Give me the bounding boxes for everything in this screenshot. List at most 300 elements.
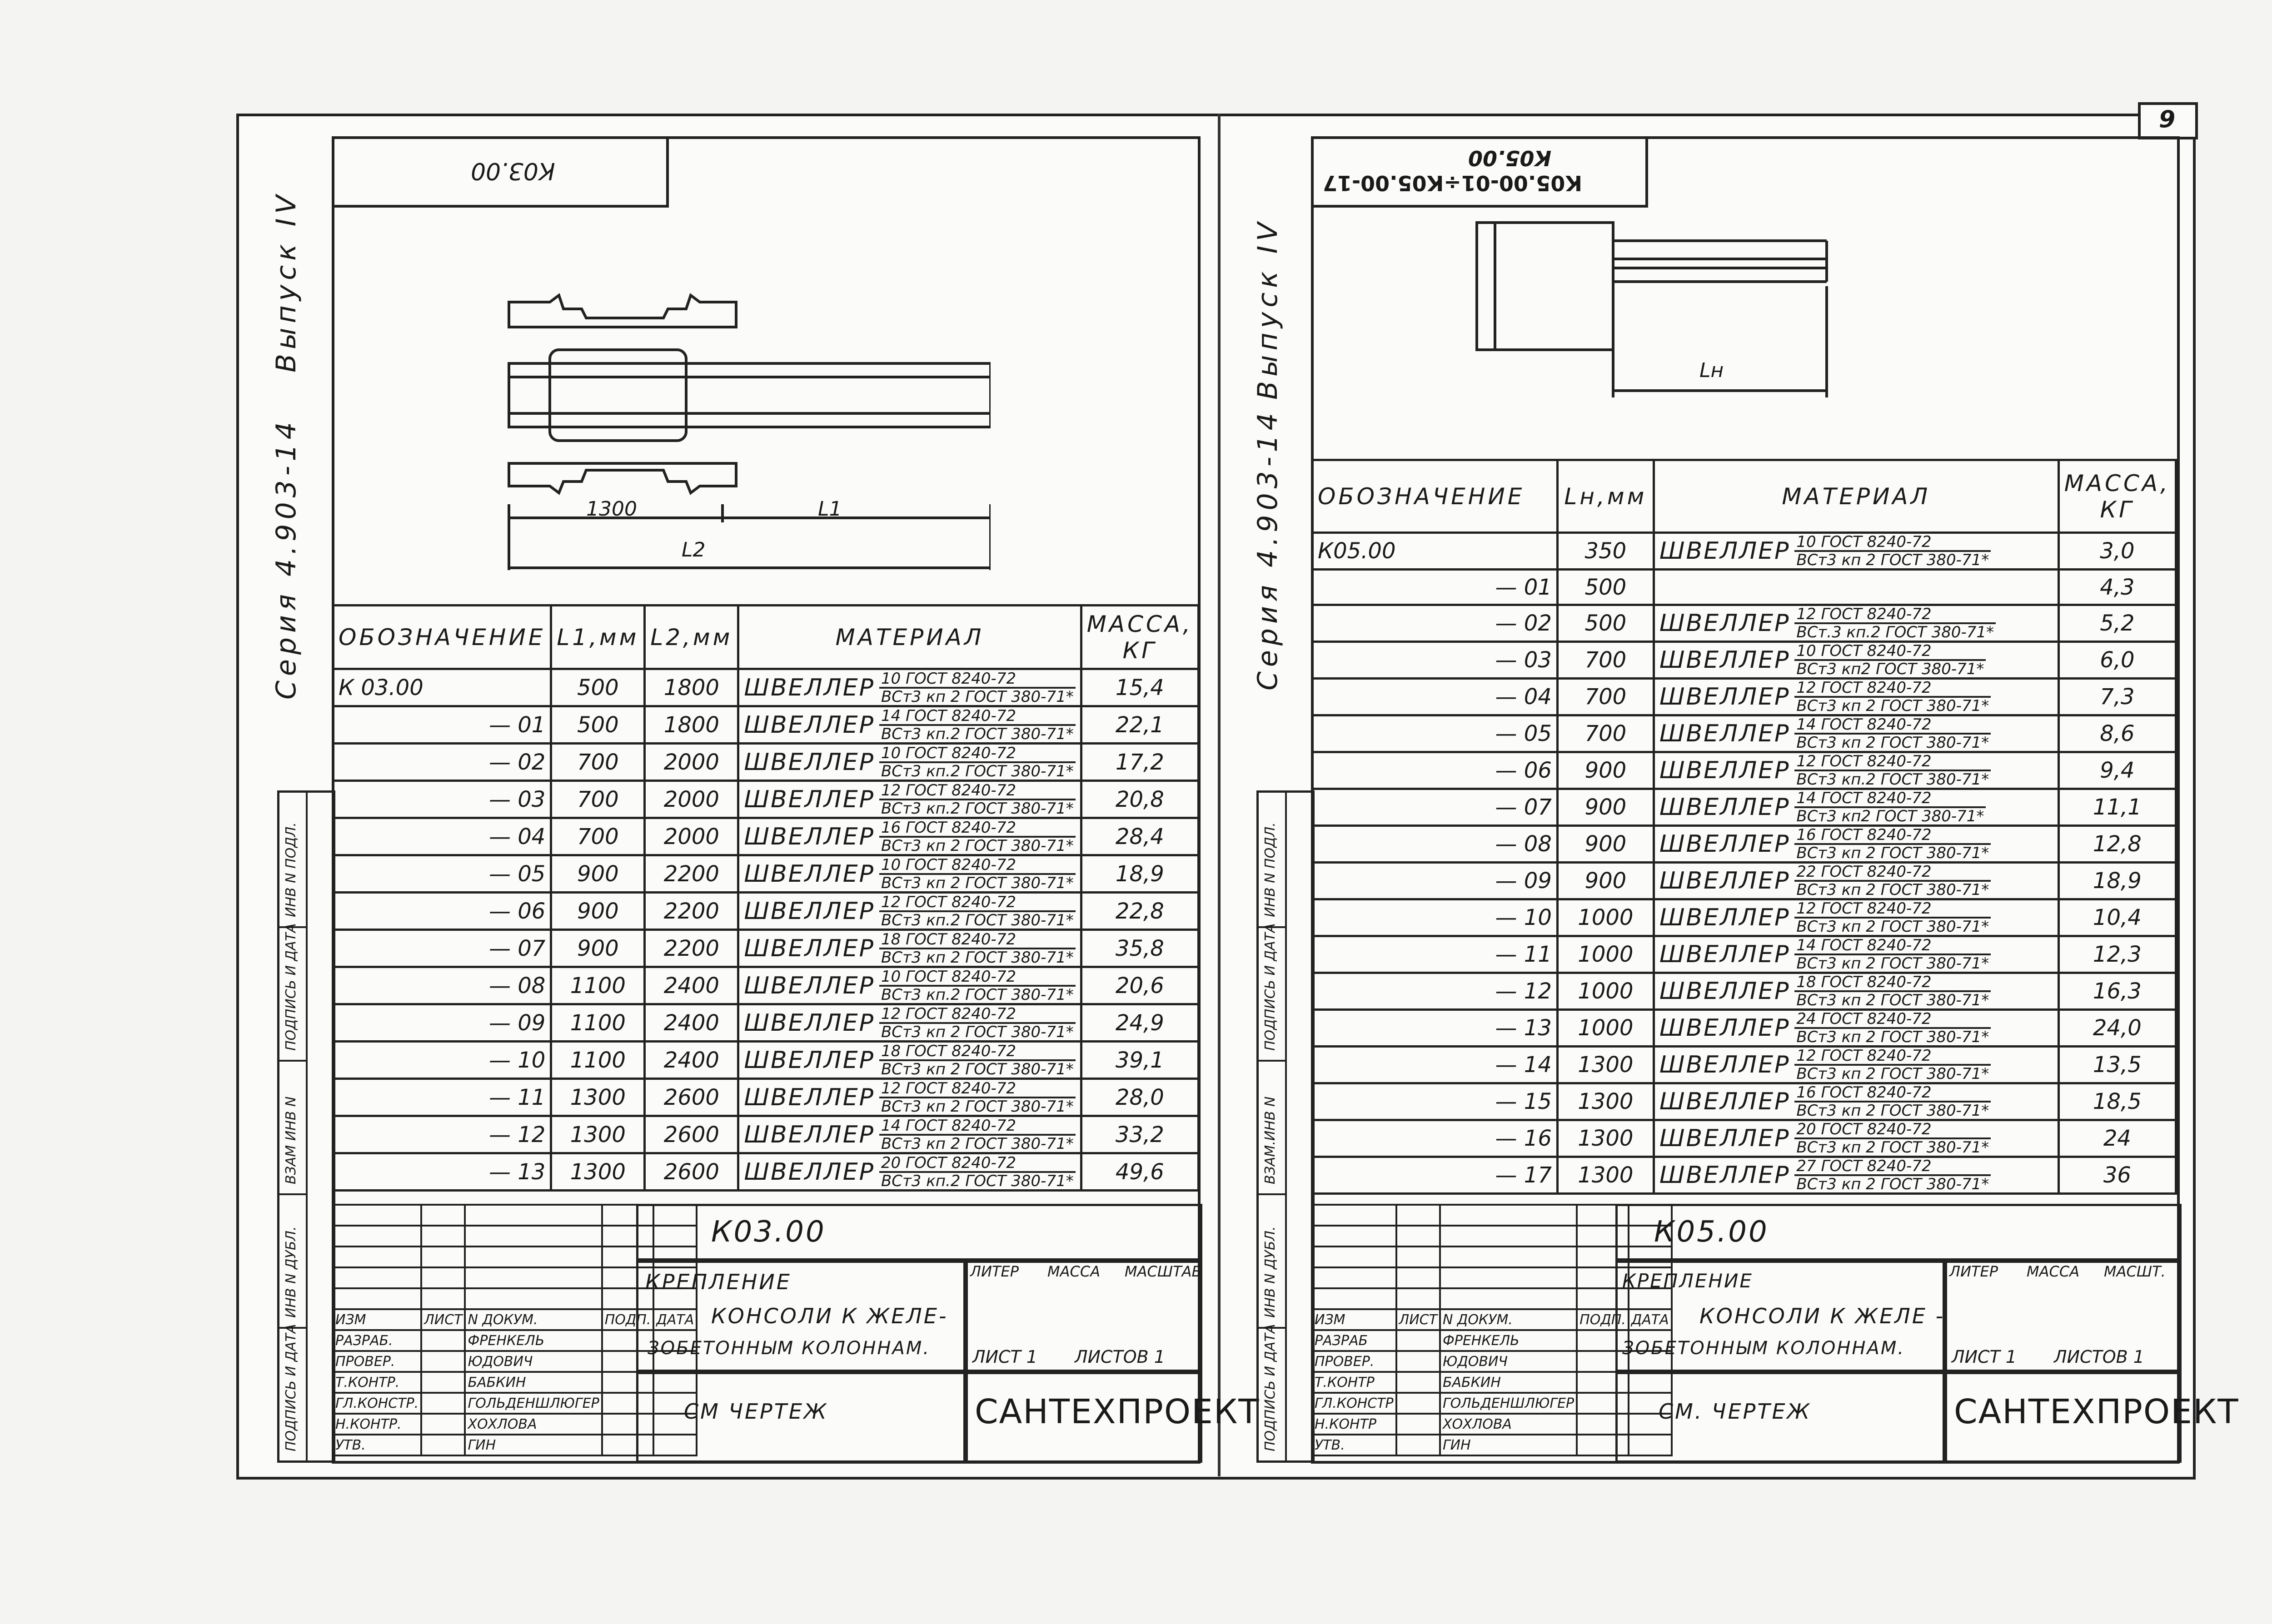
name-cell: БАБКИН (1440, 1372, 1577, 1393)
l2-cell: 2000 (645, 781, 738, 818)
material-spec (1794, 643, 1986, 677)
material-profile: 10 ГОСТ 8240-72 (1794, 534, 1991, 552)
right-org-cell (1943, 1370, 2239, 1463)
left-dim-1300: 1300 (586, 497, 637, 521)
right-issue-label: Выпуск IV (1252, 218, 1284, 400)
material-name: ШВЕЛЛЕР (1659, 537, 1790, 565)
designation-cell: — 03 (333, 781, 551, 818)
material-steel: ВСт3 кп 2 ГОСТ 380-71* (1796, 954, 1989, 973)
material-profile: 14 ГОСТ 8240-72 (879, 1117, 1076, 1136)
material-spec (879, 968, 1076, 1003)
right-sheet-label: ЛИСТ 1 (1952, 1347, 2017, 1367)
right-doc-code-cell (1615, 1204, 2182, 1263)
l1-cell: 500 (551, 706, 645, 744)
material-cell (1654, 533, 2058, 570)
role-cell: ПРОВЕР. (1312, 1351, 1396, 1372)
material-steel: ВСт3 кп.2 ГОСТ 380-71* (881, 985, 1074, 1004)
material-spec (1794, 716, 1991, 751)
material-name: ШВЕЛЛЕР (744, 1083, 875, 1111)
material-name: ШВЕЛЛЕР (1659, 1125, 1790, 1152)
name-cell: ГОЛЬДЕНШЛЮГЕР (465, 1393, 602, 1414)
left-header-mass: МАССА, КГ (1081, 606, 1198, 669)
table-row (333, 1116, 1199, 1153)
left-massa-label: МАССА (1047, 1263, 1101, 1280)
material-profile: 20 ГОСТ 8240-72 (879, 1155, 1076, 1173)
lh-cell: 1000 (1557, 1010, 1654, 1047)
material-name: ШВЕЛЛЕР (1659, 978, 1790, 1005)
mass-cell: 6,0 (2058, 642, 2176, 679)
material-name: ШВЕЛЛЕР (744, 785, 875, 813)
empty-cell (1396, 1372, 1440, 1393)
right-header-material: МАТЕРИАЛ (1654, 460, 2058, 533)
left-channel-drawing (491, 291, 991, 572)
material-steel: ВСт3 кп 2 ГОСТ 380-71* (1796, 734, 1989, 752)
material-steel: ВСт3 кп 2 ГОСТ 380-71* (881, 836, 1074, 855)
right-series-label: Серия 4.903-14 (1252, 408, 1284, 690)
lh-cell: 1300 (1557, 1047, 1654, 1083)
mass-cell: 5,2 (2058, 605, 2176, 642)
table-row (1312, 1157, 2176, 1194)
material-profile: 12 ГОСТ 8240-72 (879, 894, 1076, 912)
material-profile: 24 ГОСТ 8240-72 (1794, 1011, 1991, 1029)
material-spec (879, 819, 1076, 854)
table-row (1312, 533, 2176, 570)
left-series-label: Серия 4.903-14 (270, 417, 302, 700)
left-see-drawing: СМ ЧЕРТЕЖ (684, 1399, 828, 1424)
table-row (333, 855, 1199, 893)
mass-cell: 28,4 (1081, 818, 1198, 855)
left-title-line3: ЗОБЕТОННЫМ КОЛОННАМ. (648, 1338, 931, 1359)
designation-cell: — 04 (1312, 679, 1558, 715)
material-name: ШВЕЛЛЕР (744, 674, 875, 701)
material-cell (1654, 863, 2058, 899)
material-steel: ВСт3 кп 2 ГОСТ 380-71* (1796, 551, 1989, 569)
revision-col-header: ПОДП. (602, 1309, 654, 1330)
left-doc-code-cell (636, 1204, 1202, 1263)
table-row (333, 706, 1199, 744)
role-cell: ПРОВЕР. (333, 1351, 421, 1372)
lh-cell: 1300 (1557, 1120, 1654, 1157)
material-steel: ВСт3 кп 2 ГОСТ 380-71* (881, 874, 1074, 892)
table-row (1312, 1047, 2176, 1083)
right-title-line2: КОНСОЛИ К ЖЕЛЕ - (1699, 1304, 1945, 1328)
right-liter-cell (1943, 1258, 2182, 1374)
left-title-line2: КОНСОЛИ К ЖЕЛЕ- (711, 1304, 948, 1328)
name-cell: ЮДОВИЧ (1440, 1351, 1577, 1372)
table-row (333, 967, 1199, 1004)
table-row (333, 1042, 1199, 1079)
name-cell: ХОХЛОВА (1440, 1414, 1577, 1435)
material-name: ШВЕЛЛЕР (744, 972, 875, 999)
role-cell: Н.КОНТР. (333, 1414, 421, 1435)
material-spec (1794, 1048, 1991, 1082)
role-cell: ГЛ.КОНСТР (1312, 1393, 1396, 1414)
designation-cell: — 16 (1312, 1120, 1558, 1157)
material-name: ШВЕЛЛЕР (1659, 941, 1790, 968)
mass-cell: 3,0 (2058, 533, 2176, 570)
material-profile: 12 ГОСТ 8240-72 (1794, 753, 1991, 771)
name-cell: ГИН (465, 1435, 602, 1455)
mass-cell: 20,6 (1081, 967, 1198, 1004)
l2-cell: 2600 (645, 1079, 738, 1116)
table-row (333, 930, 1199, 967)
material-spec (879, 857, 1076, 891)
left-header-material: МАТЕРИАЛ (738, 606, 1081, 669)
material-name: ШВЕЛЛЕР (1659, 646, 1790, 674)
material-profile: 12 ГОСТ 8240-72 (879, 782, 1076, 800)
mass-cell: 12,3 (2058, 936, 2176, 973)
material-steel: ВСт3 кп.2 ГОСТ 380-71* (881, 799, 1074, 818)
role-cell: УТВ. (1312, 1435, 1396, 1455)
l1-cell: 900 (551, 893, 645, 930)
material-steel: ВСт3 кп2 ГОСТ 380-71* (1796, 807, 1984, 825)
material-cell (1654, 679, 2058, 715)
mass-cell: 18,9 (1081, 855, 1198, 893)
material-steel: ВСт3 кп 2 ГОСТ 380-71* (1796, 1175, 1989, 1193)
material-name: ШВЕЛЛЕР (744, 1046, 875, 1074)
material-name: ШВЕЛЛЕР (1659, 1051, 1790, 1078)
designation-cell: — 07 (1312, 789, 1558, 826)
table-row (1312, 642, 2176, 679)
material-spec (879, 745, 1076, 780)
material-profile: 14 ГОСТ 8240-72 (1794, 716, 1991, 735)
side-stamp-cell (279, 1193, 308, 1329)
material-name: ШВЕЛЛЕР (1659, 757, 1790, 784)
mass-cell: 8,6 (2058, 715, 2176, 752)
material-steel: ВСт3 кп 2 ГОСТ 380-71* (1796, 1102, 1989, 1120)
mass-cell: 12,8 (2058, 826, 2176, 863)
material-profile: 18 ГОСТ 8240-72 (879, 1043, 1076, 1061)
material-steel: ВСт3 кп.2 ГОСТ 380-71* (881, 911, 1074, 929)
designation-cell: — 01 (333, 706, 551, 744)
material-steel: ВСт3 кп.2 ГОСТ 380-71* (881, 1172, 1074, 1190)
material-steel: ВСт3 кп 2 ГОСТ 380-71* (881, 1023, 1074, 1041)
designation-cell: К05.00 (1312, 533, 1558, 570)
material-profile: 18 ГОСТ 8240-72 (1794, 974, 1991, 992)
mass-cell: 35,8 (1081, 930, 1198, 967)
material-name: ШВЕЛЛЕР (744, 860, 875, 888)
empty-cell (1396, 1393, 1440, 1414)
material-steel: ВСт3 кп 2 ГОСТ 380-71* (1796, 1065, 1989, 1083)
l2-cell: 1800 (645, 669, 738, 706)
designation-cell: — 11 (333, 1079, 551, 1116)
mass-cell: 39,1 (1081, 1042, 1198, 1079)
right-see-drawing-cell (1615, 1370, 1947, 1463)
left-sheets-label: ЛИСТОВ 1 (1075, 1347, 1165, 1367)
left-liter-label: ЛИТЕР (970, 1263, 1019, 1280)
material-steel: ВСт3 кп2 ГОСТ 380-71* (1796, 660, 1984, 678)
material-cell (738, 744, 1081, 781)
left-spec-table (332, 604, 1200, 1192)
table-row (1312, 1120, 2176, 1157)
side-stamp-cell (1259, 1324, 1287, 1462)
side-stamp-label: ВЗАМ ИНВ N (283, 1096, 299, 1184)
table-row (333, 669, 1199, 706)
l1-cell: 1100 (551, 1004, 645, 1042)
material-steel: ВСт3 кп 2 ГОСТ 380-71* (1796, 918, 1989, 936)
designation-cell: — 02 (1312, 605, 1558, 642)
table-row (1312, 715, 2176, 752)
material-cell (1654, 1120, 2058, 1157)
revision-col-header: ДАТА (1629, 1309, 1672, 1330)
left-header-l2: L2,мм (645, 606, 738, 669)
material-spec (879, 1043, 1076, 1078)
lh-cell: 1000 (1557, 936, 1654, 973)
material-profile: 10 ГОСТ 8240-72 (1794, 643, 1986, 661)
material-name: ШВЕЛЛЕР (744, 934, 875, 962)
table-row (1312, 899, 2176, 936)
mass-cell: 18,5 (2058, 1083, 2176, 1120)
material-name: ШВЕЛЛЕР (1659, 1014, 1790, 1042)
name-cell: ХОХЛОВА (465, 1414, 602, 1435)
empty-cell (1396, 1351, 1440, 1372)
l2-cell: 2400 (645, 1004, 738, 1042)
material-spec (1794, 606, 1996, 641)
mass-cell: 24 (2058, 1120, 2176, 1157)
material-cell (1654, 826, 2058, 863)
mass-cell: 49,6 (1081, 1153, 1198, 1191)
l1-cell: 700 (551, 744, 645, 781)
mass-cell: 36 (2058, 1157, 2176, 1194)
material-steel: ВСт3 кп 2 ГОСТ 380-71* (881, 1134, 1074, 1153)
material-profile: 14 ГОСТ 8240-72 (1794, 790, 1986, 808)
material-steel: ВСт3 кп 2 ГОСТ 380-71* (1796, 1028, 1989, 1046)
lh-cell: 900 (1557, 789, 1654, 826)
table-row (333, 1079, 1199, 1116)
l1-cell: 500 (551, 669, 645, 706)
revision-col-header: ДАТА (653, 1309, 697, 1330)
mass-cell: 33,2 (1081, 1116, 1198, 1153)
material-spec (1794, 790, 1986, 824)
l1-cell: 900 (551, 855, 645, 893)
material-spec (1794, 974, 1991, 1008)
designation-cell: — 10 (333, 1042, 551, 1079)
right-org: САНТЕХПРОЕКТ (1954, 1392, 2239, 1431)
side-stamp-cell (1259, 793, 1287, 928)
material-spec (1794, 1011, 1991, 1045)
table-row (1312, 605, 2176, 642)
l2-cell: 2000 (645, 744, 738, 781)
side-stamp-cell (279, 1060, 308, 1195)
side-stamp-cell (1259, 1193, 1287, 1329)
l2-cell: 2200 (645, 893, 738, 930)
table-row (333, 1153, 1199, 1191)
material-cell (738, 855, 1081, 893)
designation-cell: — 10 (1312, 899, 1558, 936)
material-profile: 10 ГОСТ 8240-72 (879, 857, 1076, 875)
right-masshtab-label: МАСШТ. (2104, 1263, 2166, 1280)
material-cell (738, 1116, 1081, 1153)
empty-cell (1396, 1330, 1440, 1351)
revision-col-header: ЛИСТ (1396, 1309, 1440, 1330)
lh-cell: 900 (1557, 826, 1654, 863)
material-profile: 12 ГОСТ 8240-72 (879, 1080, 1076, 1098)
side-stamp-cell (279, 923, 308, 1062)
material-steel: ВСт3 кп 2 ГОСТ 380-71* (1796, 844, 1989, 862)
designation-cell: — 05 (333, 855, 551, 893)
l2-cell: 2600 (645, 1116, 738, 1153)
material-cell (738, 1004, 1081, 1042)
material-profile: 22 ГОСТ 8240-72 (1794, 864, 1991, 882)
left-dim-l2: L2 (682, 538, 706, 561)
revision-col-header: ИЗМ (1312, 1309, 1396, 1330)
mass-cell: 13,5 (2058, 1047, 2176, 1083)
right-doc-code: К05.00 (1654, 1215, 1769, 1249)
designation-cell: — 05 (1312, 715, 1558, 752)
side-stamp-cell (1259, 1060, 1287, 1195)
l2-cell: 2600 (645, 1153, 738, 1191)
revision-col-header: N ДОКУМ. (465, 1309, 602, 1330)
right-header-mass: МАССА, КГ (2058, 460, 2176, 533)
side-stamp-label: ПОДПИСЬ И ДАТА (283, 1324, 299, 1451)
l2-cell: 2400 (645, 967, 738, 1004)
material-cell (1654, 936, 2058, 973)
left-sheet-label: ЛИСТ 1 (972, 1347, 1038, 1367)
right-massa-label: МАССА (2027, 1263, 2080, 1280)
material-name: ШВЕЛЛЕР (744, 1121, 875, 1148)
l1-cell: 700 (551, 781, 645, 818)
right-spec-table (1311, 459, 2177, 1195)
material-steel: ВСт3 кп 2 ГОСТ 380-71* (881, 948, 1074, 967)
material-cell (1654, 642, 2058, 679)
lh-cell: 350 (1557, 533, 1654, 570)
revision-col-header: ПОДП. (1577, 1309, 1629, 1330)
material-profile: 20 ГОСТ 8240-72 (1794, 1121, 1991, 1139)
empty-cell (1396, 1435, 1440, 1455)
l2-cell: 2400 (645, 1042, 738, 1079)
material-profile: 12 ГОСТ 8240-72 (1794, 1048, 1991, 1066)
material-spec (879, 1006, 1076, 1040)
material-steel: ВСт3 кп 2 ГОСТ 380-71* (881, 687, 1074, 706)
material-spec (879, 1080, 1076, 1115)
table-row (1312, 789, 2176, 826)
material-profile: 16 ГОСТ 8240-72 (1794, 1084, 1991, 1103)
table-row (1312, 973, 2176, 1010)
side-stamp-label: ВЗАМ.ИНВ N (1262, 1096, 1278, 1184)
right-header-designation: ОБОЗНАЧЕНИЕ (1312, 460, 1558, 533)
side-stamp-cell (1259, 923, 1287, 1062)
material-steel: ВСт3 кп.2 ГОСТ 380-71* (881, 762, 1074, 780)
name-cell: ФРЕНКЕЛЬ (465, 1330, 602, 1351)
empty-cell (421, 1435, 465, 1455)
left-header-designation: ОБОЗНАЧЕНИЕ (333, 606, 551, 669)
designation-cell: — 02 (333, 744, 551, 781)
mass-cell: 24,9 (1081, 1004, 1198, 1042)
material-spec (1794, 900, 1991, 935)
material-name: ШВЕЛЛЕР (1659, 904, 1790, 931)
page-number-box (2138, 102, 2198, 139)
left-dim-l1: L1 (818, 497, 842, 521)
material-steel: ВСт3 кп 2 ГОСТ 380-71* (1796, 991, 1989, 1009)
material-name: ШВЕЛЛЕР (1659, 1162, 1790, 1189)
table-row (333, 1004, 1199, 1042)
material-cell (1654, 752, 2058, 789)
right-side-stamps (1256, 790, 1315, 1463)
designation-cell: — 08 (333, 967, 551, 1004)
role-cell: УТВ. (333, 1435, 421, 1455)
side-stamp-cell (279, 1324, 308, 1462)
side-stamp-label: ПОДПИСЬ И ДАТА (1262, 1324, 1278, 1451)
right-sheets-label: ЛИСТОВ 1 (2054, 1347, 2144, 1367)
lh-cell: 700 (1557, 642, 1654, 679)
material-profile: 10 ГОСТ 8240-72 (879, 745, 1076, 763)
mass-cell: 22,1 (1081, 706, 1198, 744)
mass-cell: 10,4 (2058, 899, 2176, 936)
empty-cell (421, 1351, 465, 1372)
designation-cell: — 15 (1312, 1083, 1558, 1120)
l2-cell: 2000 (645, 818, 738, 855)
material-name: ШВЕЛЛЕР (744, 748, 875, 776)
table-row (1312, 863, 2176, 899)
material-spec (879, 708, 1076, 742)
material-name: ШВЕЛЛЕР (744, 711, 875, 739)
material-cell (738, 1079, 1081, 1116)
lh-cell: 700 (1557, 679, 1654, 715)
left-title-block (332, 1204, 1260, 1458)
designation-cell: — 11 (1312, 936, 1558, 973)
material-cell (1654, 570, 2058, 605)
lh-cell: 500 (1557, 570, 1654, 605)
lh-cell: 1000 (1557, 899, 1654, 936)
lh-cell: 700 (1557, 715, 1654, 752)
mass-cell: 16,3 (2058, 973, 2176, 1010)
material-spec (1794, 753, 1991, 788)
right-channel-drawing (1468, 218, 1840, 400)
material-steel: ВСт3 кп 2 ГОСТ 380-71* (881, 1060, 1074, 1078)
revision-col-header: N ДОКУМ. (1440, 1309, 1577, 1330)
empty-cell (421, 1414, 465, 1435)
side-stamp-label: ИНВ N ПОДЛ. (283, 822, 299, 917)
designation-cell: — 08 (1312, 826, 1558, 863)
l2-cell: 2200 (645, 930, 738, 967)
l1-cell: 1100 (551, 1042, 645, 1079)
designation-cell: — 07 (333, 930, 551, 967)
lh-cell: 500 (1557, 605, 1654, 642)
material-spec (1794, 1084, 1991, 1119)
table-row (1312, 1083, 2176, 1120)
side-stamp-label: ИНВ N ДУБЛ. (283, 1226, 299, 1318)
material-profile: 12 ГОСТ 8240-72 (879, 1006, 1076, 1024)
table-row (333, 818, 1199, 855)
left-title-line1: КРЕПЛЕНИЕ (645, 1270, 792, 1294)
designation-cell: — 12 (333, 1116, 551, 1153)
material-name: ШВЕЛЛЕР (1659, 610, 1790, 637)
role-cell: Т.КОНТР. (333, 1372, 421, 1393)
l1-cell: 1300 (551, 1079, 645, 1116)
material-spec (879, 1117, 1076, 1152)
table-row (1312, 570, 2176, 605)
material-cell (738, 1153, 1081, 1191)
right-code-box (1311, 136, 1648, 208)
material-cell (1654, 605, 2058, 642)
right-dim-lh: Lн (1699, 359, 1724, 382)
side-stamp-label: ИНВ N ДУБЛ. (1262, 1226, 1278, 1318)
table-row (333, 781, 1199, 818)
material-cell (1654, 1157, 2058, 1194)
right-code-box-line1: К05.00-01÷К05.00-17 (1323, 171, 1582, 195)
material-cell (1654, 973, 2058, 1010)
material-steel: ВСт.3 кп.2 ГОСТ 380-71* (1796, 623, 1994, 641)
material-profile: 10 ГОСТ 8240-72 (879, 968, 1076, 987)
material-name: ШВЕЛЛЕР (744, 1158, 875, 1186)
material-spec (1794, 864, 1991, 898)
material-name: ШВЕЛЛЕР (1659, 683, 1790, 710)
material-cell (1654, 1047, 2058, 1083)
name-cell: БАБКИН (465, 1372, 602, 1393)
material-spec (1794, 827, 1991, 861)
material-cell (738, 669, 1081, 706)
material-profile: 10 ГОСТ 8240-72 (879, 670, 1076, 689)
